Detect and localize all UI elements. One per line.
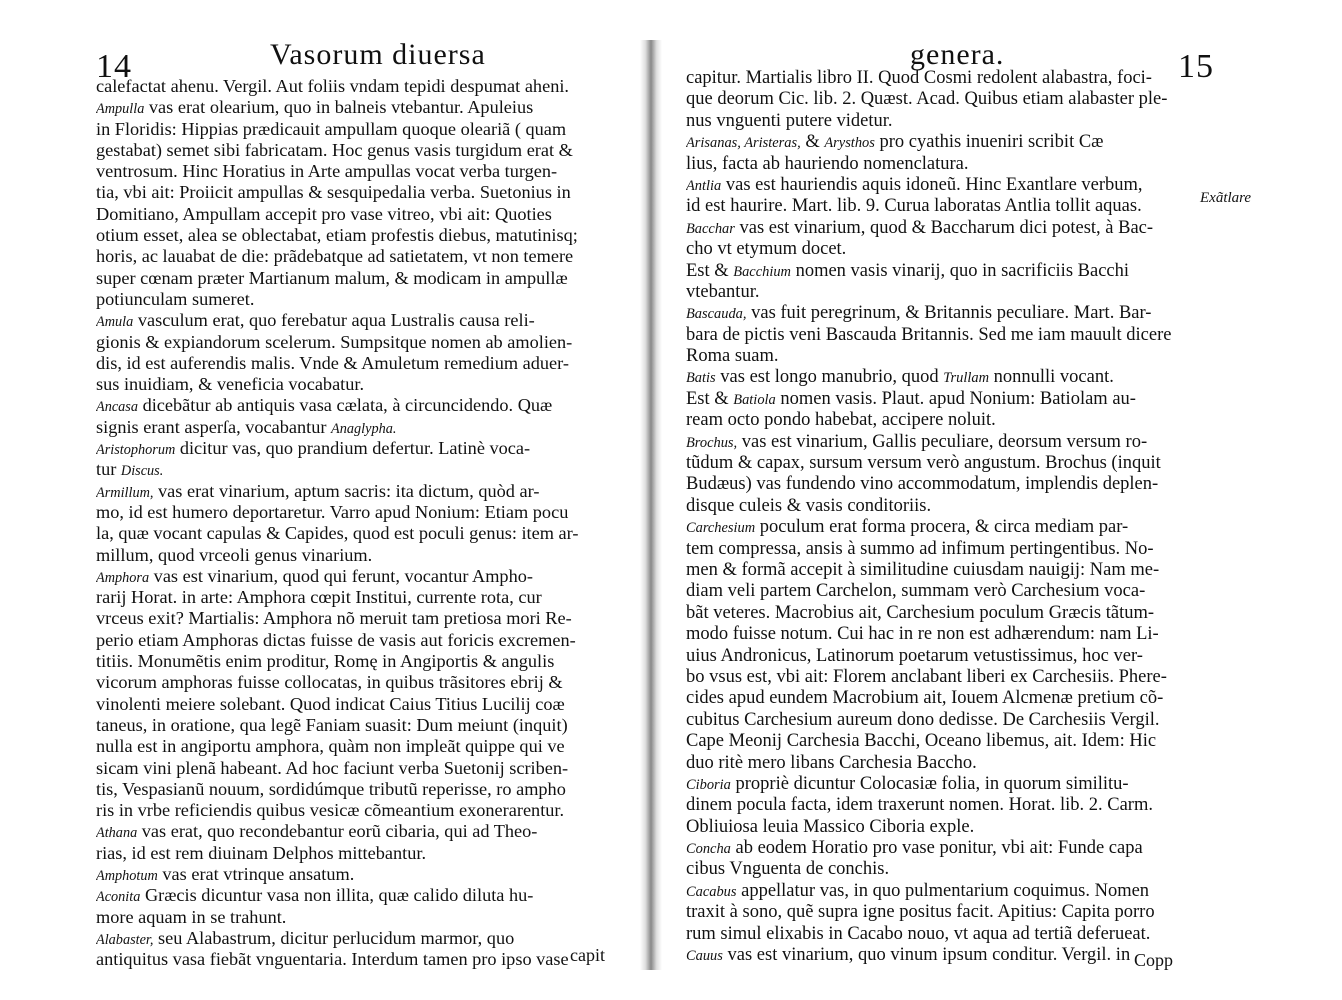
line-text: tis, Vespasianũ nouum, sordidúmque tributũ reperisse, ro ampho — [96, 778, 566, 799]
line-text: tem compressa, ansis à summo ad infimum pertingentibus. No- — [686, 538, 1154, 559]
text-line — [686, 410, 1226, 431]
entry-headword: Arysthos — [824, 135, 875, 152]
entry-headword: Amphotum — [96, 867, 158, 884]
catchword: Copp — [1134, 950, 1174, 970]
text-column — [686, 68, 1226, 966]
text-line — [96, 76, 626, 97]
marginal-note: Exãtlare — [1200, 190, 1252, 206]
line-text: diam veli partem Carchelon, summam verò Carchesium voca- — [686, 581, 1146, 602]
line-text: titiis. Monumẽtis enim proditur, Romę in Angiportis & angulis — [96, 651, 555, 672]
text-line — [96, 502, 626, 523]
line-text: rarij Horat. in arte: Amphora cœpit Institui, currente rota, cur — [96, 587, 542, 608]
entry-headword: Ampulla — [96, 101, 145, 118]
text-line — [96, 140, 626, 161]
text-line — [686, 346, 1226, 367]
line-text: cho vt etymum docet. — [686, 239, 847, 260]
text-line — [96, 204, 626, 225]
entry-headword: Cacabus — [686, 883, 737, 900]
text-line — [96, 821, 626, 842]
line-text: Græcis dicuntur vasa non illita, quæ calido diluta hu- — [140, 885, 534, 906]
text-line — [686, 881, 1226, 902]
line-text: vas erat vinarium, aptum sacris: ita dictum, quòd ar- — [153, 480, 540, 501]
entry-headword: Brochus, — [686, 434, 738, 451]
entry-headword: Ciboria — [686, 776, 731, 793]
line-text: vtebantur. — [686, 281, 760, 302]
text-line — [686, 111, 1226, 132]
line-text: millum, quod vrceoli genus vinarium. — [96, 544, 373, 565]
text-line — [686, 646, 1226, 667]
line-text: vas erat vtrinque ansatum. — [157, 863, 355, 884]
line-text: dicebãtur ab antiquis vasa cælata, à circuncidendo. Quæ — [138, 395, 553, 416]
line-text: super cœnam præter Martianum malum, & modicam in ampullæ — [96, 267, 568, 288]
line-text: & — [800, 132, 825, 153]
line-text: modo fuisse notum. Cui hac in re non est adhærendum: nam Li- — [686, 624, 1159, 645]
text-line — [686, 432, 1226, 453]
line-text: vas est vinarium, quod & Baccharum dici potest, à Bac- — [734, 217, 1154, 238]
line-text: tũdum & capax, sursum versum verò angustum. Brochus (inquit — [686, 453, 1161, 474]
line-text: vas erat olearium, quo in balneis vtebantur. Apuleius — [144, 97, 534, 118]
line-text: perio etiam Amphoras dictas fuisse de vasis aut foricis excremen- — [96, 629, 576, 650]
entry-headword: Armillum, — [96, 484, 154, 501]
entry-headword: Discus. — [120, 463, 164, 480]
text-line — [686, 196, 1226, 217]
text-line — [686, 239, 1226, 260]
entry-headword: Carchesium — [686, 520, 756, 537]
text-line — [686, 175, 1226, 196]
text-line — [96, 119, 626, 140]
text-line — [686, 902, 1226, 923]
line-text: Budæus) vas fundendo vino accommodatum, implendis deplen- — [686, 474, 1159, 495]
entry-headword: Cauus — [686, 948, 723, 965]
text-line — [96, 481, 626, 502]
text-line — [96, 225, 626, 246]
catchword: capit — [570, 945, 605, 965]
line-text: appellatur vas, in quo pulmentarium coquimus. Nomen — [736, 880, 1150, 901]
line-text: potiunculam sumeret. — [96, 288, 255, 309]
text-line — [686, 453, 1226, 474]
text-line — [96, 907, 626, 928]
entry-headword: Batis — [686, 370, 716, 387]
text-line — [96, 949, 626, 970]
text-line — [96, 630, 626, 651]
text-line — [686, 924, 1226, 945]
line-text: nomen vasis. Plaut. apud Nonium: Batiolam au- — [775, 388, 1136, 409]
line-text: bãt veteres. Macrobius ait, Carchesium poculum Græcis tãtum- — [686, 602, 1155, 623]
text-line — [96, 417, 626, 438]
text-line — [96, 843, 626, 864]
text-line — [96, 182, 626, 203]
text-line — [686, 603, 1226, 624]
text-line — [686, 474, 1226, 495]
line-text: vicorum amphoras fuisse collocatas, in quibus trãsitores ebrij & — [96, 672, 563, 693]
line-text: nulla est in angiportu amphora, quàm non impleãt quippe qui ve — [96, 736, 565, 757]
line-text: more aquam in se trahunt. — [96, 906, 287, 927]
text-line — [686, 731, 1226, 752]
line-text: vas est hauriendis aquis idoneũ. Hinc Exantlare verbum, — [721, 174, 1143, 195]
text-line — [686, 68, 1226, 89]
text-line — [96, 715, 626, 736]
line-text: horis, ac lauabat de die: prãdebatque ad satietatem, vt non temere — [96, 246, 574, 267]
line-text: propriè dicuntur Colocasiæ folia, in quorum similitu- — [730, 773, 1129, 794]
line-text: vinolenti meiere solebant. Quod indicat Caius Titius Lucilij coæ — [96, 693, 565, 714]
line-text: calefactat ahenu. Vergil. Aut foliis vndam tepidi despumat aheni. — [96, 76, 569, 96]
line-text: id est haurire. Mart. lib. 9. Curua laboratas Antlia tollit aquas. — [686, 196, 1142, 217]
text-line — [96, 672, 626, 693]
entry-headword: Bascauda, — [686, 306, 747, 323]
text-line — [686, 218, 1226, 239]
page-number: 15 — [1178, 48, 1214, 85]
line-text: cibus Vnguenta de conchis. — [686, 859, 890, 880]
line-text: tia, vbi ait: Proiicit ampullas & sesquipedalia verba. Suetonius in — [96, 182, 571, 203]
text-line — [686, 89, 1226, 110]
line-text: gionis & expiandorum scelerum. Sumpsitque nomen ab amolien- — [96, 331, 573, 352]
entry-headword: Anaglypha. — [331, 420, 397, 437]
line-text: vasculum erat, quo ferebatur aqua Lustralis causa reli- — [133, 310, 535, 331]
text-line — [96, 459, 626, 480]
text-line — [96, 608, 626, 629]
line-text: bara de pictis veni Bascauda Britannis. Sed me iam mauult dicere — [686, 324, 1172, 345]
line-text: ream octo pondo habebat, accipere noluit. — [686, 410, 996, 431]
text-line — [686, 367, 1226, 388]
text-line — [96, 161, 626, 182]
text-line — [96, 395, 626, 416]
line-text: dinem pocula facta, idem traxerunt nomen. Horat. lib. 2. Carm. — [686, 795, 1153, 816]
page-number: 14 — [96, 48, 132, 85]
line-text: bo vsus est, vbi ait: Florem anclabant liberi ex Carchesiis. Phere- — [686, 666, 1167, 687]
line-text: vas erat, quo recondebantur eorũ cibaria, qui ad Theo- — [137, 821, 538, 842]
line-text: vas est vinarium, quod qui ferunt, vocantur Ampho- — [149, 565, 533, 586]
text-line — [96, 651, 626, 672]
line-text: ventrosum. Hinc Horatius in Arte ampullas vocat verba turgen- — [96, 161, 558, 182]
line-text: duo ritè mero libans Carchesia Baccho. — [686, 752, 977, 773]
entry-headword: Bacchium — [733, 263, 791, 280]
text-line — [96, 246, 626, 267]
line-text: disque culeis & vasis conditoriis. — [686, 495, 932, 516]
entry-headword: Batiola — [733, 391, 776, 408]
text-line — [686, 389, 1226, 410]
text-line — [686, 496, 1226, 517]
line-text: sicam vini plenã habeant. Ad hoc faciunt verba Suetonij scriben- — [96, 757, 569, 778]
text-line — [96, 545, 626, 566]
line-text: antiquitus vasa fiebãt vnguentaria. Interdum tamen pro ipso vase — [96, 949, 569, 970]
line-text: taneus, in oratione, qua legẽ Faniam suasit: Dum meiunt (inquit) — [96, 714, 568, 735]
line-text: mo, id est humero deportaretur. Varro apud Nonium: Etiam pocu — [96, 501, 569, 522]
line-text: ab eodem Horatio pro vase ponitur, vbi ait: Funde capa — [730, 838, 1143, 859]
line-text: Cape Meonij Carchesia Bacchi, Oceano libemus, ait. Idem: Hic — [686, 731, 1157, 752]
text-line — [686, 132, 1226, 153]
text-line — [686, 859, 1226, 880]
text-line — [96, 587, 626, 608]
text-line — [686, 517, 1226, 538]
line-text: Domitiano, Ampullam accepit pro vase vitreo, vbi ait: Quoties — [96, 203, 552, 224]
entry-headword: Trullam — [943, 370, 989, 387]
line-text: lius, facta ab hauriendo nomenclatura. — [686, 153, 969, 174]
running-head: Vasorum diuersa — [270, 38, 486, 71]
text-line — [686, 688, 1226, 709]
line-text: Roma suam. — [686, 346, 779, 367]
text-line — [96, 438, 626, 459]
line-text: pro cyathis inueniri scribit Cæ — [874, 132, 1104, 153]
text-line — [96, 779, 626, 800]
left-page — [0, 0, 640, 1000]
line-text: cubitus Carchesium aureum dono dedisse. De Carchesiis Vergil. — [686, 709, 1160, 730]
entry-headword: Athana — [96, 825, 138, 842]
text-line — [686, 560, 1226, 581]
text-line — [96, 566, 626, 587]
text-line — [96, 310, 626, 331]
line-text: ris in vrbe reficiendis quibus vesicæ cõmeantium exonerarentur. — [96, 800, 565, 821]
line-text: nonnulli vocant. — [989, 367, 1114, 388]
entry-headword: Alabaster, — [96, 931, 154, 948]
line-text: dis, id est auferendis malis. Vnde & Amuletum remedium aduer- — [96, 352, 569, 373]
line-text: Est & — [686, 260, 734, 281]
text-column — [96, 76, 626, 970]
line-text: vas est longo manubrio, quod — [715, 367, 944, 388]
text-line — [686, 795, 1226, 816]
running-head: genera. — [910, 38, 1005, 71]
line-text: Obliuiosa leuia Massico Ciboria exple. — [686, 816, 975, 837]
text-line — [96, 736, 626, 757]
entry-headword: Aristophorum — [96, 442, 176, 459]
line-text: gestabat) semet sibi fabricatam. Hoc genus vasis turgidum erat & — [96, 139, 573, 160]
text-line — [686, 774, 1226, 795]
line-text: poculum erat forma procera, & circa mediam par- — [755, 517, 1129, 538]
text-line — [686, 624, 1226, 645]
line-text: nus vnguenti putere videtur. — [686, 110, 893, 131]
line-text: vrceus exit? Martialis: Amphora nõ meruit tam pretiosa mori Re- — [96, 608, 572, 629]
entry-headword: Amula — [96, 314, 134, 331]
line-text: Est & — [686, 388, 734, 409]
text-line — [686, 838, 1226, 859]
line-text: signis erant asperſa, vocabantur — [96, 416, 332, 437]
text-line — [686, 581, 1226, 602]
text-line — [96, 332, 626, 353]
line-text: rias, id est rem diuinam Delphos mittebantur. — [96, 842, 427, 863]
line-text: traxit à sono, quẽ supra igne positus facit. Apitius: Capita porro — [686, 902, 1155, 923]
text-line — [96, 374, 626, 395]
text-line — [96, 800, 626, 821]
entry-headword: Antlia — [686, 177, 722, 194]
line-text: men & formã accepit à similitudine cuiusdam nauigij: Nam me- — [686, 559, 1160, 580]
text-line — [686, 282, 1226, 303]
line-text: nomen vasis vinarij, quo in sacrificiis Bacchi — [790, 260, 1130, 281]
line-text: la, quæ vocant capulas & Capides, quod est poculi genus: item ar- — [96, 523, 579, 544]
line-text: cides apud eundem Macrobium ait, Iouem Alcmenæ pretium cõ- — [686, 688, 1164, 709]
text-line — [96, 864, 626, 885]
text-line — [686, 753, 1226, 774]
text-line — [96, 289, 626, 310]
text-line — [96, 268, 626, 289]
text-line — [686, 539, 1226, 560]
line-text: vas fuit peregrinum, & Britannis peculiare. Mart. Bar- — [746, 303, 1152, 324]
line-text: dicitur vas, quo prandium defertur. Latinè voca- — [175, 438, 531, 459]
line-text: seu Alabastrum, dicitur perlucidum marmor, quo — [153, 927, 515, 948]
text-line — [686, 710, 1226, 731]
entry-headword: Concha — [686, 841, 731, 858]
text-line — [686, 261, 1226, 282]
text-line — [686, 817, 1226, 838]
text-line — [96, 97, 626, 118]
entry-headword: Bacchar — [686, 220, 735, 237]
entry-headword: Amphora — [96, 569, 150, 586]
line-text: in Floridis: Hippias prædicauit ampullam quoque oleariã ( quam — [96, 118, 567, 139]
right-page — [662, 0, 1342, 1000]
text-line — [686, 667, 1226, 688]
text-line — [96, 885, 626, 906]
text-line — [96, 928, 626, 949]
text-line — [96, 694, 626, 715]
line-text: vas est vinarium, Gallis peculiare, deorsum versum ro- — [737, 431, 1148, 452]
text-line — [96, 523, 626, 544]
line-text: sus inuidiam, & veneficia vocabatur. — [96, 374, 365, 395]
line-text: uius Andronicus, Latinorum poetarum vetustissimus, hoc ver- — [686, 645, 1143, 666]
entry-headword: Arisanas, Aristeras, — [686, 135, 801, 152]
text-line — [96, 353, 626, 374]
line-text: vas est vinarium, quo vinum ipsum conditur. Vergil. in — [722, 945, 1131, 966]
entry-headword: Ancasa — [96, 399, 138, 416]
book-gutter — [640, 40, 662, 970]
line-text: rum simul elixabis in Cacabo nouo, vt aqua ad tertiã deferueat. — [686, 923, 1151, 944]
line-text: que deorum Cic. lib. 2. Quæst. Acad. Quibus etiam alabaster ple- — [686, 89, 1168, 110]
line-text: tur — [96, 459, 121, 480]
text-line — [96, 758, 626, 779]
line-text: otium esset, alea se oblectabat, etiam profestis diebus, matutinisq; — [96, 225, 578, 246]
text-line — [686, 303, 1226, 324]
entry-headword: Aconita — [96, 889, 141, 906]
text-line — [686, 154, 1226, 175]
line-text: capitur. Martialis libro II. Quod Cosmi redolent alabastra, foci- — [686, 68, 1152, 88]
text-line — [686, 325, 1226, 346]
